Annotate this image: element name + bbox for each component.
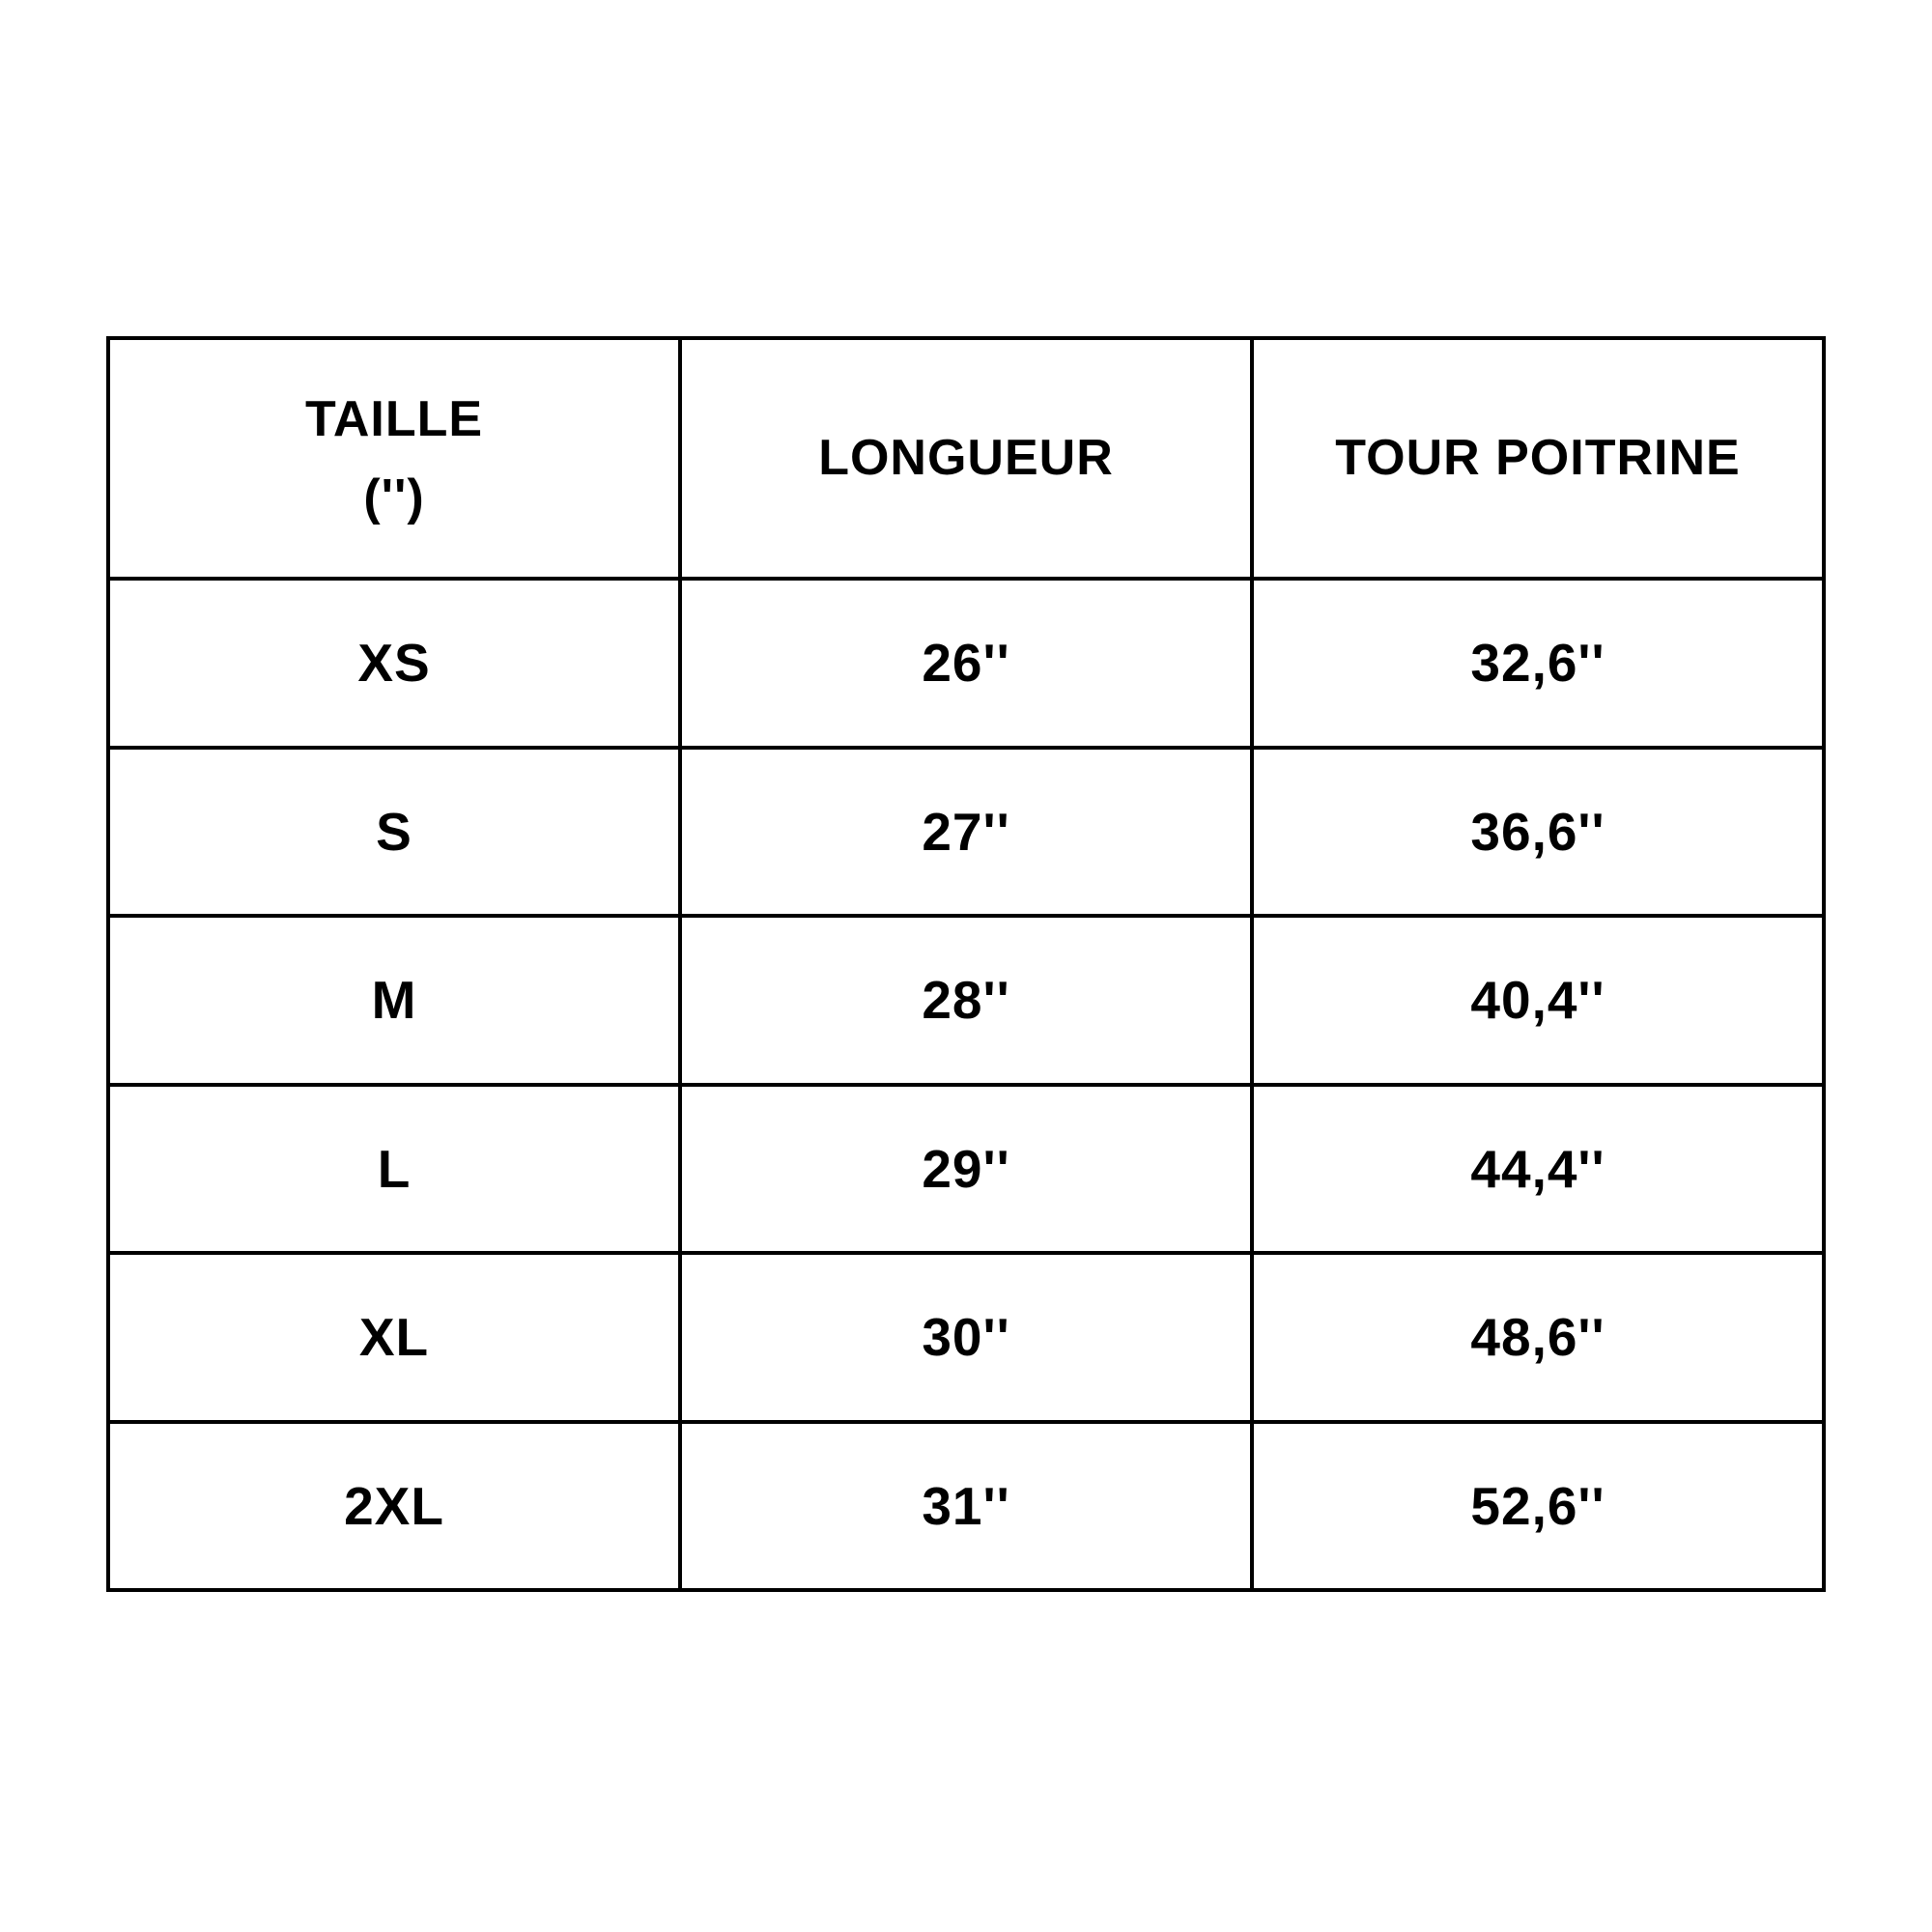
- tour-poitrine-cell: 36,6'': [1254, 750, 1822, 915]
- header-tour-poitrine-title: TOUR POITRINE: [1335, 430, 1741, 487]
- size-cell: 2XL: [110, 1424, 678, 1589]
- tour-poitrine-cell: 44,4'': [1254, 1087, 1822, 1252]
- tour-poitrine-cell: 52,6'': [1254, 1424, 1822, 1589]
- tour-poitrine-cell: 48,6'': [1254, 1255, 1822, 1420]
- header-cell-tour-poitrine: [1254, 340, 1822, 577]
- longueur-cell: 31'': [682, 1424, 1250, 1589]
- tour-poitrine-cell: 40,4'': [1254, 918, 1822, 1083]
- longueur-cell: 29'': [682, 1087, 1250, 1252]
- longueur-cell: 27'': [682, 750, 1250, 915]
- longueur-cell: 26'': [682, 581, 1250, 746]
- header-cell-longueur: [682, 340, 1250, 577]
- size-chart-table: [106, 336, 1826, 1592]
- header-cell-taille: [110, 340, 678, 577]
- longueur-cell: 28'': [682, 918, 1250, 1083]
- header-taille-title: TAILLE: [304, 390, 484, 447]
- size-cell: XS: [110, 581, 678, 746]
- size-cell: M: [110, 918, 678, 1083]
- header-longueur-title: LONGUEUR: [818, 430, 1114, 487]
- tour-poitrine-cell: 32,6'': [1254, 581, 1822, 746]
- size-cell: L: [110, 1087, 678, 1252]
- size-cell: XL: [110, 1255, 678, 1420]
- size-cell: S: [110, 750, 678, 915]
- longueur-cell: 30'': [682, 1255, 1250, 1420]
- header-taille-unit: (''): [363, 469, 425, 526]
